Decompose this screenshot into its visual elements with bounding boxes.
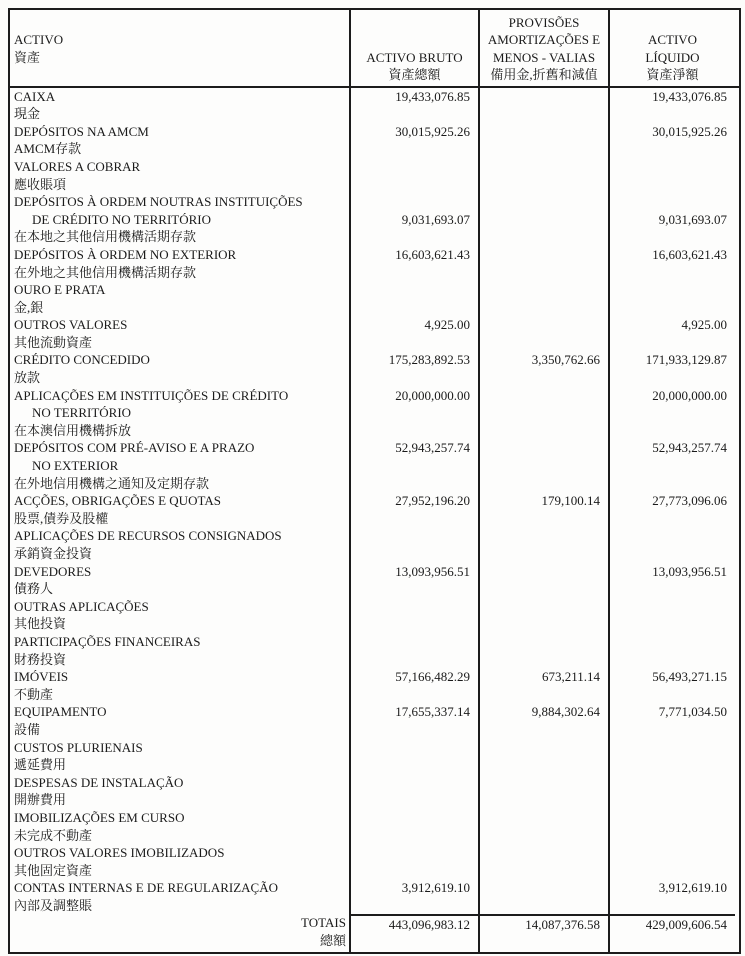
cell-activo-bruto <box>349 686 478 704</box>
cell-activo-bruto: 20,000,000.00 <box>349 387 478 405</box>
totals-provisoes-value: 14,087,376.58 <box>525 917 600 933</box>
cell-provisoes <box>478 193 608 211</box>
cell-activo-bruto <box>349 105 478 123</box>
cell-activo-bruto <box>349 475 478 493</box>
cell-activo-bruto: 175,283,892.53 <box>349 351 478 369</box>
row-label-line: 其他投資 <box>14 616 67 632</box>
cell-activo-bruto <box>349 422 478 440</box>
row-label-line: APLICAÇÕES EM INSTITUIÇÕES DE CRÉDITO <box>14 387 289 403</box>
cell-activo-bruto: 27,952,196.20 <box>349 492 478 510</box>
header-line: LÍQUIDO <box>645 49 700 65</box>
cell-activo-bruto <box>349 862 478 880</box>
cell-activo-bruto <box>349 651 478 669</box>
row-label-line: DEPÓSITOS À ORDEM NOUTRAS INSTITUIÇÕES <box>14 194 303 210</box>
row-label-line: CUSTOS PLURIENAIS <box>14 739 143 755</box>
header-line <box>10 14 349 31</box>
row-label-line: 在本地之其他信用機構活期存款 <box>14 229 197 245</box>
cell-provisoes <box>478 897 608 915</box>
cell-activo-bruto <box>349 457 478 475</box>
cell-activo-liquido <box>608 281 735 299</box>
row-label-line: 在外地信用機構之通知及定期存款 <box>14 475 210 491</box>
cell-activo-liquido: 4,925.00 <box>608 316 735 334</box>
cell-activo-bruto: 9,031,693.07 <box>349 211 478 229</box>
row-label-line: CRÉDITO CONCEDIDO <box>14 352 150 368</box>
cell-provisoes <box>478 246 608 264</box>
cell-activo-liquido <box>608 334 735 352</box>
cell-activo-bruto <box>349 264 478 282</box>
cell-provisoes: 673,211.14 <box>478 668 608 686</box>
cell-activo-bruto <box>349 791 478 809</box>
cell-provisoes <box>478 228 608 246</box>
cell-activo-bruto <box>349 633 478 651</box>
cell-activo-bruto <box>349 809 478 827</box>
row-label-line: 在本澳信用機構拆放 <box>14 422 132 438</box>
cell-activo-liquido <box>608 686 735 704</box>
cell-activo-liquido <box>608 193 735 211</box>
cell-activo-bruto <box>349 299 478 317</box>
cell-activo-liquido <box>608 897 735 915</box>
row-label-line: NO TERRITÓRIO <box>32 405 132 421</box>
cell-activo-bruto <box>349 721 478 739</box>
cell-provisoes <box>478 686 608 704</box>
cell-provisoes <box>478 791 608 809</box>
cell-activo-bruto <box>349 158 478 176</box>
cell-activo-liquido <box>608 105 735 123</box>
table-header <box>10 10 739 88</box>
header-line: 資產 <box>14 49 41 65</box>
cell-activo-liquido <box>608 510 735 528</box>
row-label-line: DEPÓSITOS NA AMCM <box>14 123 149 139</box>
cell-provisoes <box>478 176 608 194</box>
balance-sheet-table <box>8 8 741 954</box>
cell-activo-bruto: 17,655,337.14 <box>349 703 478 721</box>
cell-activo-liquido: 16,603,621.43 <box>608 246 735 264</box>
cell-provisoes <box>478 545 608 563</box>
cell-activo-liquido <box>608 615 735 633</box>
cell-provisoes <box>478 651 608 669</box>
row-label-line: NO EXTERIOR <box>32 458 119 474</box>
cell-activo-bruto <box>349 369 478 387</box>
row-label-line: IMOBILIZAÇÕES EM CURSO <box>14 809 185 825</box>
cell-activo-liquido: 56,493,271.15 <box>608 668 735 686</box>
header-line <box>351 31 478 48</box>
cell-provisoes <box>478 123 608 141</box>
cell-provisoes <box>478 774 608 792</box>
cell-activo-bruto <box>349 615 478 633</box>
cell-provisoes <box>478 105 608 123</box>
cell-activo-bruto <box>349 756 478 774</box>
header-col-activo-liquido <box>608 10 735 86</box>
header-line: 資產淨額 <box>646 67 699 83</box>
cell-activo-bruto <box>349 897 478 915</box>
cell-provisoes <box>478 580 608 598</box>
cell-activo-liquido <box>608 404 735 422</box>
cell-provisoes <box>478 756 608 774</box>
cell-activo-liquido <box>608 299 735 317</box>
row-label-line: 財務投資 <box>14 651 67 667</box>
cell-provisoes <box>478 439 608 457</box>
cell-activo-bruto: 16,603,621.43 <box>349 246 478 264</box>
cell-provisoes <box>478 510 608 528</box>
totals-row <box>10 914 739 952</box>
cell-activo-liquido: 171,933,129.87 <box>608 351 735 369</box>
cell-provisoes <box>478 879 608 897</box>
cell-activo-liquido <box>608 176 735 194</box>
cell-activo-bruto: 30,015,925.26 <box>349 123 478 141</box>
cell-provisoes <box>478 809 608 827</box>
header-line: AMORTIZAÇÕES E <box>487 32 601 48</box>
cell-activo-bruto <box>349 774 478 792</box>
cell-provisoes <box>478 88 608 106</box>
cell-activo-liquido <box>608 739 735 757</box>
header-line <box>10 66 349 83</box>
header-line: ACTIVO BRUTO <box>366 49 463 65</box>
cell-activo-bruto <box>349 176 478 194</box>
cell-activo-bruto: 3,912,619.10 <box>349 879 478 897</box>
row-label-line: OUTRAS APLICAÇÕES <box>14 598 149 614</box>
cell-activo-liquido <box>608 791 735 809</box>
cell-activo-bruto <box>349 334 478 352</box>
cell-provisoes <box>478 563 608 581</box>
cell-activo-liquido: 20,000,000.00 <box>608 387 735 405</box>
cell-activo-liquido <box>608 756 735 774</box>
row-label-line: 開辦費用 <box>14 792 67 808</box>
row-label-line: CAIXA <box>14 88 56 104</box>
cell-provisoes <box>478 827 608 845</box>
cell-provisoes: 9,884,302.64 <box>478 703 608 721</box>
cell-activo-bruto: 52,943,257.74 <box>349 439 478 457</box>
totals-activo-liquido-cell <box>608 914 735 952</box>
cell-activo-bruto <box>349 527 478 545</box>
cell-activo-liquido <box>608 651 735 669</box>
header-line: 資產總額 <box>388 67 441 83</box>
cell-activo-liquido <box>608 545 735 563</box>
cell-provisoes <box>478 721 608 739</box>
cell-activo-bruto: 19,433,076.85 <box>349 88 478 106</box>
row-label-line: 應收賬項 <box>14 176 67 192</box>
row-label-line: 其他流動資產 <box>14 334 93 350</box>
cell-activo-liquido: 19,433,076.85 <box>608 88 735 106</box>
cell-activo-liquido: 27,773,096.06 <box>608 492 735 510</box>
row-label-line: APLICAÇÕES DE RECURSOS CONSIGNADOS <box>14 528 282 544</box>
cell-activo-bruto <box>349 193 478 211</box>
row-label-line: 遞延費用 <box>14 757 67 773</box>
row-label-line: 放款 <box>14 370 41 386</box>
row-label-line: 承銷資金投資 <box>14 546 93 561</box>
cell-provisoes <box>478 369 608 387</box>
cell-activo-liquido <box>608 598 735 616</box>
cell-provisoes <box>478 422 608 440</box>
row-label-line: DEPÓSITOS COM PRÉ-AVISO E A PRAZO <box>14 440 255 456</box>
table-body <box>10 88 739 915</box>
cell-provisoes <box>478 739 608 757</box>
cell-provisoes <box>478 862 608 880</box>
cell-activo-liquido <box>608 721 735 739</box>
row-label-line: PARTICIPAÇÕES FINANCEIRAS <box>14 633 201 649</box>
cell-provisoes <box>478 615 608 633</box>
row-label-line: 現金 <box>14 106 41 122</box>
cell-activo-liquido <box>608 369 735 387</box>
cell-activo-liquido: 3,912,619.10 <box>608 879 735 897</box>
cell-provisoes <box>478 211 608 229</box>
row-label-line: VALORES A COBRAR <box>14 158 141 174</box>
row-label-line: CONTAS INTERNAS E DE REGULARIZAÇÃO <box>14 880 279 896</box>
cell-activo-liquido: 7,771,034.50 <box>608 703 735 721</box>
cell-activo-liquido <box>608 264 735 282</box>
cell-activo-bruto <box>349 140 478 158</box>
totals-label-zh: 總額 <box>319 933 346 949</box>
row-label-line: DEPÓSITOS À ORDEM NO EXTERIOR <box>14 246 237 262</box>
cell-activo-liquido <box>608 809 735 827</box>
header-line: PROVISÕES <box>508 15 580 30</box>
totals-provisoes-cell <box>478 914 608 952</box>
cell-provisoes <box>478 299 608 317</box>
cell-activo-liquido: 13,093,956.51 <box>608 563 735 581</box>
cell-provisoes <box>478 264 608 282</box>
row-label-line: DE CRÉDITO NO TERRITÓRIO <box>32 211 211 227</box>
header-line <box>351 14 478 31</box>
row-label-line: 其他固定資產 <box>14 862 93 878</box>
cell-provisoes <box>478 598 608 616</box>
cell-activo-bruto: 57,166,482.29 <box>349 668 478 686</box>
cell-provisoes <box>478 633 608 651</box>
cell-activo-liquido: 52,943,257.74 <box>608 439 735 457</box>
header-col-activo <box>10 10 349 86</box>
cell-activo-liquido <box>608 827 735 845</box>
row-label-line: ACÇÕES, OBRIGAÇÕES E QUOTAS <box>14 493 221 509</box>
cell-activo-bruto <box>349 827 478 845</box>
header-line: ACTIVO <box>647 32 698 48</box>
cell-activo-liquido <box>608 862 735 880</box>
header-line: MENOS - VALIAS <box>492 49 596 65</box>
cell-activo-bruto <box>349 545 478 563</box>
cell-activo-liquido <box>608 422 735 440</box>
cell-provisoes <box>478 281 608 299</box>
cell-activo-bruto: 13,093,956.51 <box>349 563 478 581</box>
row-label-line: 股票,債券及股權 <box>14 510 109 526</box>
row-label-line: 債務人 <box>14 581 54 597</box>
totals-activo-liquido-value: 429,009,606.54 <box>645 917 727 933</box>
cell-provisoes <box>478 844 608 862</box>
cell-activo-bruto <box>349 598 478 616</box>
cell-activo-bruto <box>349 739 478 757</box>
cell-activo-bruto <box>349 580 478 598</box>
cell-provisoes <box>478 140 608 158</box>
cell-activo-liquido <box>608 844 735 862</box>
row-label-line: 內部及調整賬 <box>14 897 93 913</box>
cell-activo-liquido <box>608 475 735 493</box>
cell-activo-liquido <box>608 633 735 651</box>
cell-provisoes <box>478 475 608 493</box>
row-label-line: 不動產 <box>14 686 54 702</box>
cell-activo-liquido <box>608 774 735 792</box>
cell-provisoes <box>478 404 608 422</box>
cell-provisoes <box>478 457 608 475</box>
row-label-line: DEVEDORES <box>14 563 92 579</box>
cell-activo-bruto <box>349 510 478 528</box>
row-label-line: 設備 <box>14 721 41 737</box>
totals-label-pt: TOTAIS <box>301 915 346 931</box>
cell-provisoes <box>478 158 608 176</box>
cell-provisoes <box>478 387 608 405</box>
row-label-line: DESPESAS DE INSTALAÇÃO <box>14 774 184 790</box>
header-col-activo-bruto <box>349 10 478 86</box>
totals-activo-bruto-cell <box>349 914 478 952</box>
cell-provisoes: 3,350,762.66 <box>478 351 608 369</box>
cell-provisoes <box>478 527 608 545</box>
row-label-line: 在外地之其他信用機構活期存款 <box>14 264 197 280</box>
row-label-line: EQUIPAMENTO <box>14 704 107 720</box>
row-label-line: 未完成不動產 <box>14 827 93 843</box>
header-line: ACTIVO <box>14 32 64 48</box>
cell-activo-liquido <box>608 140 735 158</box>
cell-activo-bruto: 4,925.00 <box>349 316 478 334</box>
cell-activo-liquido <box>608 580 735 598</box>
header-col-provisoes <box>478 10 608 86</box>
cell-activo-liquido <box>608 228 735 246</box>
row-label-line: OUTROS VALORES IMOBILIZADOS <box>14 845 225 861</box>
cell-provisoes: 179,100.14 <box>478 492 608 510</box>
row-label-line: 金,銀 <box>14 299 44 315</box>
row-label-line: IMÓVEIS <box>14 669 69 685</box>
cell-provisoes <box>478 316 608 334</box>
row-label-line: AMCM存款 <box>14 141 82 157</box>
cell-activo-bruto <box>349 228 478 246</box>
row-label-line: OURO E PRATA <box>14 282 106 298</box>
cell-activo-bruto <box>349 281 478 299</box>
totals-activo-bruto-value: 443,096,983.12 <box>388 917 470 933</box>
cell-activo-bruto <box>349 844 478 862</box>
cell-activo-liquido <box>608 527 735 545</box>
cell-activo-liquido: 30,015,925.26 <box>608 123 735 141</box>
header-line <box>610 14 735 31</box>
cell-activo-liquido: 9,031,693.07 <box>608 211 735 229</box>
cell-activo-bruto <box>349 404 478 422</box>
cell-activo-liquido <box>608 457 735 475</box>
cell-activo-liquido <box>608 158 735 176</box>
totals-label-cell <box>10 914 349 950</box>
row-label-line: OUTROS VALORES <box>14 317 128 333</box>
cell-provisoes <box>478 334 608 352</box>
header-line: 備用金,折舊和減值 <box>490 67 598 83</box>
